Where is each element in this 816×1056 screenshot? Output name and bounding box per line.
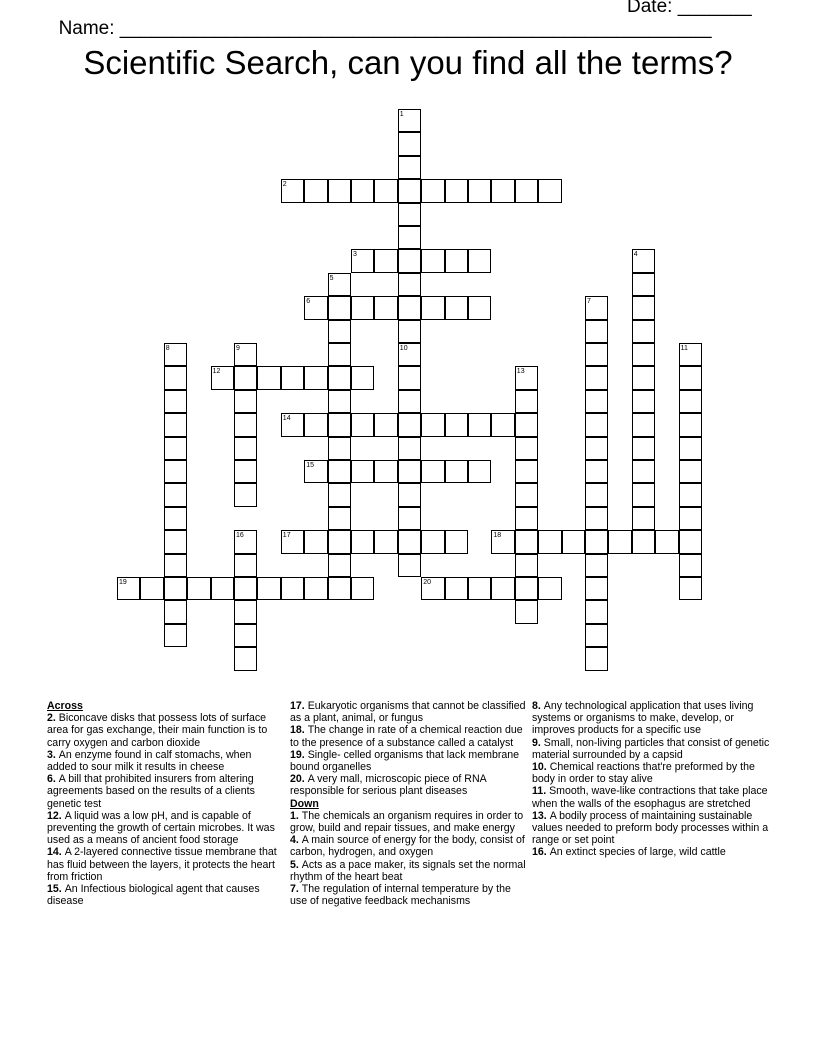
grid-cell[interactable] bbox=[351, 413, 374, 436]
grid-cell[interactable] bbox=[679, 554, 702, 577]
grid-cell[interactable] bbox=[328, 320, 351, 343]
grid-cell[interactable] bbox=[632, 273, 655, 296]
clue-across-14: 14. A 2-layered connective tissue membrane that has fluid between the layers, it protects the heart from friction bbox=[47, 846, 277, 883]
grid-cell[interactable] bbox=[421, 413, 444, 436]
clue-across-15: 15. An Infectious biological agent that causes disease bbox=[47, 883, 260, 908]
name-label[interactable]: Name: ________________________________________________________ bbox=[58, 18, 712, 39]
grid-cell[interactable] bbox=[234, 483, 257, 506]
clue-number-label: 4 bbox=[633, 251, 638, 259]
grid-cell[interactable] bbox=[562, 530, 585, 553]
grid-cell[interactable] bbox=[398, 413, 421, 436]
grid-cell[interactable] bbox=[164, 366, 187, 389]
grid-cell[interactable] bbox=[328, 366, 351, 389]
grid-cell[interactable] bbox=[491, 577, 514, 600]
grid-cell[interactable] bbox=[234, 366, 257, 389]
grid-cell[interactable] bbox=[234, 647, 257, 670]
grid-cell[interactable] bbox=[679, 577, 702, 600]
grid-cell[interactable] bbox=[351, 577, 374, 600]
grid-cell[interactable] bbox=[491, 413, 514, 436]
grid-cell[interactable] bbox=[632, 507, 655, 530]
grid-cell[interactable] bbox=[445, 296, 468, 319]
grid-cell[interactable] bbox=[398, 320, 421, 343]
grid-cell[interactable] bbox=[164, 413, 187, 436]
grid-cell[interactable] bbox=[328, 343, 351, 366]
grid-cell[interactable] bbox=[585, 320, 608, 343]
grid-cell[interactable] bbox=[164, 390, 187, 413]
grid-cell[interactable] bbox=[398, 203, 421, 226]
grid-cell[interactable] bbox=[351, 179, 374, 202]
grid-cell[interactable] bbox=[374, 413, 397, 436]
grid-cell[interactable] bbox=[234, 600, 257, 623]
grid-cell[interactable] bbox=[515, 577, 538, 600]
grid-cell[interactable] bbox=[257, 577, 280, 600]
grid-cell[interactable] bbox=[632, 483, 655, 506]
grid-cell[interactable] bbox=[679, 530, 702, 553]
grid-cell[interactable] bbox=[515, 413, 538, 436]
grid-cell[interactable] bbox=[164, 554, 187, 577]
clue-number-label: 17 bbox=[282, 532, 291, 540]
grid-cell[interactable] bbox=[234, 460, 257, 483]
clue-across-20: 20. A very mall, microscopic piece of RNA responsible for serious plant diseases bbox=[290, 773, 487, 798]
clue-number-label: 2 bbox=[282, 181, 287, 189]
clue-number-label: 19 bbox=[119, 579, 127, 586]
grid-cell[interactable] bbox=[398, 483, 421, 506]
grid-cell[interactable] bbox=[398, 296, 421, 319]
grid-cell[interactable] bbox=[421, 530, 444, 553]
grid-cell[interactable] bbox=[234, 390, 257, 413]
grid-cell[interactable] bbox=[421, 296, 444, 319]
grid-cell[interactable] bbox=[234, 624, 257, 647]
grid-cell[interactable] bbox=[655, 530, 678, 553]
grid-cell[interactable] bbox=[398, 554, 421, 577]
grid-cell[interactable] bbox=[234, 437, 257, 460]
page-title: Scientific Search, can you find all the terms? bbox=[83, 44, 733, 81]
grid-cell[interactable] bbox=[164, 483, 187, 506]
grid-cell[interactable] bbox=[234, 577, 257, 600]
grid-cell[interactable] bbox=[515, 554, 538, 577]
clue-column-3 bbox=[532, 700, 772, 859]
grid-cell[interactable] bbox=[632, 390, 655, 413]
clue-down-8: 8. Any technological application that uses living systems or organisms to make, develop, or improves products for a specific use bbox=[532, 700, 754, 737]
grid-cell[interactable] bbox=[585, 577, 608, 600]
grid-cell[interactable] bbox=[140, 577, 163, 600]
grid-cell[interactable] bbox=[398, 507, 421, 530]
grid-cell[interactable] bbox=[468, 296, 491, 319]
clue-number-label: 18 bbox=[493, 532, 502, 540]
clue-down-7: 7. The regulation of internal temperature by the use of negative feedback mechanisms bbox=[290, 883, 511, 908]
grid-cell[interactable] bbox=[328, 296, 351, 319]
grid-cell[interactable] bbox=[351, 296, 374, 319]
grid-cell[interactable] bbox=[679, 483, 702, 506]
grid-cell[interactable] bbox=[679, 460, 702, 483]
grid-cell[interactable] bbox=[164, 507, 187, 530]
clue-number-label: 15 bbox=[306, 462, 314, 469]
grid-cell[interactable] bbox=[374, 179, 397, 202]
grid-cell[interactable] bbox=[585, 366, 608, 389]
grid-cell[interactable] bbox=[234, 554, 257, 577]
grid-cell[interactable] bbox=[679, 437, 702, 460]
grid-cell[interactable] bbox=[398, 366, 421, 389]
grid-cell[interactable] bbox=[679, 366, 702, 389]
clue-across-18: 18. The change in rate of a chemical reaction due to the presence of a substance called a catalyst bbox=[290, 724, 523, 749]
grid-cell[interactable] bbox=[328, 390, 351, 413]
grid-cell[interactable] bbox=[608, 530, 631, 553]
grid-cell[interactable] bbox=[515, 437, 538, 460]
grid-cell[interactable] bbox=[211, 577, 234, 600]
grid-cell[interactable] bbox=[632, 366, 655, 389]
clue-down-5: 5. Acts as a pace maker, its signals set the normal rhythm of the heart beat bbox=[290, 858, 526, 883]
grid-cell[interactable] bbox=[585, 530, 608, 553]
grid-cell[interactable] bbox=[328, 554, 351, 577]
clue-down-16: 16. An extinct species of large, wild cattle bbox=[532, 846, 726, 859]
grid-cell[interactable] bbox=[398, 132, 421, 155]
clue-number-label: 3 bbox=[353, 251, 357, 259]
date-label[interactable]: Date: _______ bbox=[627, 0, 752, 17]
grid-cell[interactable] bbox=[515, 390, 538, 413]
down-heading: Down bbox=[290, 797, 319, 810]
grid-cell[interactable] bbox=[398, 226, 421, 249]
clue-column-2 bbox=[290, 700, 528, 907]
grid-cell[interactable] bbox=[445, 249, 468, 272]
grid-cell[interactable] bbox=[304, 530, 327, 553]
grid-cell[interactable] bbox=[351, 460, 374, 483]
grid-cell[interactable] bbox=[304, 413, 327, 436]
grid-cell[interactable] bbox=[515, 179, 538, 202]
grid-cell[interactable] bbox=[398, 437, 421, 460]
grid-cell[interactable] bbox=[328, 507, 351, 530]
grid-cell[interactable] bbox=[164, 624, 187, 647]
grid-cell[interactable] bbox=[468, 413, 491, 436]
clue-across-6: 6. A bill that prohibited insurers from altering agreements based on the results of a clients genetic test bbox=[47, 773, 255, 810]
grid-cell[interactable] bbox=[585, 624, 608, 647]
grid-cell[interactable] bbox=[281, 366, 304, 389]
grid-cell[interactable] bbox=[304, 577, 327, 600]
grid-cell[interactable] bbox=[164, 530, 187, 553]
grid-cell[interactable] bbox=[515, 600, 538, 623]
grid-cell[interactable] bbox=[585, 600, 608, 623]
clue-number-label: 16 bbox=[236, 532, 244, 540]
grid-cell[interactable] bbox=[468, 249, 491, 272]
grid-cell[interactable] bbox=[585, 460, 608, 483]
grid-cell[interactable] bbox=[398, 530, 421, 553]
grid-cell[interactable] bbox=[257, 366, 280, 389]
across-heading: Across bbox=[47, 700, 83, 712]
grid-cell[interactable] bbox=[632, 343, 655, 366]
grid-cell[interactable] bbox=[632, 460, 655, 483]
grid-cell[interactable] bbox=[679, 507, 702, 530]
grid-cell[interactable] bbox=[328, 413, 351, 436]
grid-cell[interactable] bbox=[585, 507, 608, 530]
grid-cell[interactable] bbox=[421, 179, 444, 202]
grid-cell[interactable] bbox=[351, 530, 374, 553]
grid-cell[interactable] bbox=[585, 437, 608, 460]
clue-number-label: 6 bbox=[306, 298, 311, 306]
grid-cell[interactable] bbox=[328, 437, 351, 460]
grid-cell[interactable] bbox=[585, 647, 608, 670]
grid-cell[interactable] bbox=[421, 249, 444, 272]
grid-cell[interactable] bbox=[538, 179, 561, 202]
grid-cell[interactable] bbox=[164, 437, 187, 460]
grid-cell[interactable] bbox=[585, 483, 608, 506]
grid-cell[interactable] bbox=[398, 156, 421, 179]
grid-cell[interactable] bbox=[374, 249, 397, 272]
grid-cell[interactable] bbox=[538, 530, 561, 553]
grid-cell[interactable] bbox=[515, 507, 538, 530]
grid-cell[interactable] bbox=[374, 296, 397, 319]
grid-cell[interactable] bbox=[538, 577, 561, 600]
grid-cell[interactable] bbox=[164, 577, 187, 600]
grid-cell[interactable] bbox=[398, 273, 421, 296]
clue-number-label: 13 bbox=[516, 368, 525, 376]
grid-cell[interactable] bbox=[234, 413, 257, 436]
grid-cell[interactable] bbox=[164, 600, 187, 623]
clue-down-10: 10. Chemical reactions that're preformed by the body in order to stay alive bbox=[532, 761, 755, 786]
grid-cell[interactable] bbox=[632, 530, 655, 553]
grid-cell[interactable] bbox=[164, 460, 187, 483]
grid-cell[interactable] bbox=[632, 320, 655, 343]
grid-cell[interactable] bbox=[281, 577, 304, 600]
grid-cell[interactable] bbox=[632, 437, 655, 460]
grid-cell[interactable] bbox=[445, 460, 468, 483]
clue-number-label: 5 bbox=[329, 274, 334, 282]
grid-cell[interactable] bbox=[398, 179, 421, 202]
grid-cell[interactable] bbox=[304, 366, 327, 389]
grid-cell[interactable] bbox=[585, 554, 608, 577]
clue-number-label: 20 bbox=[423, 579, 431, 586]
grid-cell[interactable] bbox=[328, 483, 351, 506]
clue-number-label: 9 bbox=[236, 345, 240, 352]
clue-across-3: 3. An enzyme found in calf stomachs, when added to sour milk it results in cheese bbox=[47, 748, 252, 774]
grid-cell[interactable] bbox=[585, 390, 608, 413]
grid-cell[interactable] bbox=[328, 530, 351, 553]
clue-down-1: 1. The chemicals an organism requires in order to grow, build and repair tissues, and make energy bbox=[290, 809, 524, 835]
grid-cell[interactable] bbox=[632, 413, 655, 436]
grid-cell[interactable] bbox=[328, 577, 351, 600]
grid-cell[interactable] bbox=[445, 179, 468, 202]
grid-cell[interactable] bbox=[445, 530, 468, 553]
grid-cell[interactable] bbox=[328, 179, 351, 202]
grid-cell[interactable] bbox=[304, 179, 327, 202]
grid-cell[interactable] bbox=[491, 179, 514, 202]
grid-cell[interactable] bbox=[468, 577, 491, 600]
grid-cell[interactable] bbox=[398, 390, 421, 413]
grid-cell[interactable] bbox=[468, 179, 491, 202]
grid-cell[interactable] bbox=[585, 413, 608, 436]
grid-cell[interactable] bbox=[328, 460, 351, 483]
clue-number-label: 1 bbox=[399, 111, 404, 118]
clue-down-11: 11. Smooth, wave-like contractions that take place when the walls of the esophagus are stretched bbox=[532, 785, 768, 810]
clue-number-label: 14 bbox=[282, 415, 291, 423]
grid-cell[interactable] bbox=[632, 296, 655, 319]
grid-cell[interactable] bbox=[515, 483, 538, 506]
grid-cell[interactable] bbox=[187, 577, 210, 600]
grid-cell[interactable] bbox=[445, 577, 468, 600]
grid-cell[interactable] bbox=[374, 530, 397, 553]
grid-cell[interactable] bbox=[398, 460, 421, 483]
grid-cell[interactable] bbox=[585, 343, 608, 366]
clue-down-13: 13. A bodily process of maintaining sustainable values needed to preform body processes within a range or set point bbox=[532, 809, 769, 847]
clue-number-label: 12 bbox=[212, 368, 221, 376]
clue-across-12: 12. A liquid was a low pH, and is capable of preventing the growth of certain microbes. It was used as a means of ancient food storage bbox=[47, 809, 275, 847]
clue-down-9: 9. Small, non-living particles that consist of genetic material surrounded by a capsid bbox=[532, 736, 770, 761]
clue-across-2: 2. Biconcave disks that possess lots of surface area for gas exchange, their main function is to carry oxygen and carbon dioxide bbox=[47, 712, 268, 749]
grid-cell[interactable] bbox=[679, 413, 702, 436]
grid-cell[interactable] bbox=[445, 413, 468, 436]
grid-cell[interactable] bbox=[421, 460, 444, 483]
grid-cell[interactable] bbox=[351, 366, 374, 389]
grid-cell[interactable] bbox=[468, 460, 491, 483]
grid-cell[interactable] bbox=[515, 460, 538, 483]
clue-number-label: 7 bbox=[587, 298, 591, 306]
grid-cell[interactable] bbox=[374, 460, 397, 483]
clue-number-label: 10 bbox=[399, 345, 408, 352]
clue-number-label: 8 bbox=[165, 345, 170, 352]
clue-number-label: 11 bbox=[680, 345, 688, 352]
clue-across-17: 17. Eukaryotic organisms that cannot be classified as a plant, animal, or fungus bbox=[290, 700, 526, 725]
clue-column-1 bbox=[47, 700, 283, 907]
grid-cell[interactable] bbox=[398, 249, 421, 272]
grid-cell[interactable] bbox=[679, 390, 702, 413]
grid-cell[interactable] bbox=[515, 530, 538, 553]
clue-across-19: 19. Single- celled organisms that lack membrane bound organelles bbox=[290, 748, 520, 774]
clue-down-4: 4. A main source of energy for the body, consist of carbon, hydrogen, and oxygen bbox=[290, 834, 525, 859]
